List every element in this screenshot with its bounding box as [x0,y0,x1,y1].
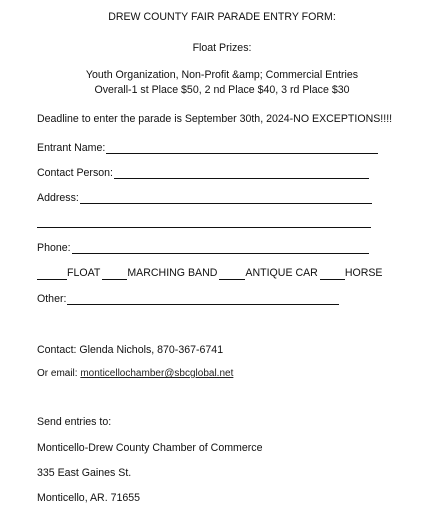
contact-person-field[interactable] [37,167,369,181]
antique-car-blank[interactable] [219,268,245,280]
contact-person-label: Contact Person: [37,167,113,179]
horse-option: HORSE [344,267,383,279]
entrant-name-field[interactable] [37,142,378,156]
marching-band-option: MARCHING BAND [127,267,218,279]
address-line-2[interactable] [37,227,371,228]
chamber-name: Monticello-Drew County Chamber of Commerce [37,442,263,454]
email-line [37,367,233,380]
prizes-heading: Float Prizes: [192,42,252,54]
send-entries-heading: Send entries to: [37,416,112,428]
phone-line[interactable] [72,242,369,254]
address-field[interactable] [37,192,372,206]
city-state-zip: Monticello, AR. 71655 [37,492,141,504]
other-field[interactable] [37,293,339,307]
entrant-name-line[interactable] [106,142,378,154]
entry-type-options [37,267,383,280]
street-address: 335 East Gaines St. [37,467,132,479]
antique-car-option: ANTIQUE CAR [245,267,318,279]
float-blank[interactable] [37,268,67,280]
prizes-amounts: Overall-1 st Place $50, 2 nd Place $40, 3 rd Place $30 [94,84,350,96]
entrant-name-label: Entrant Name: [37,142,106,154]
other-label: Other: [37,293,67,305]
email-prefix: Or email: [37,368,81,379]
phone-field[interactable] [37,242,369,256]
address-line-1[interactable] [80,192,372,204]
float-option: FLOAT [67,267,101,279]
email-link[interactable]: monticellochamber@sbcglobal.net [80,368,234,379]
deadline-notice: Deadline to enter the parade is September 30th, 2024-NO EXCEPTIONS!!!! [37,113,393,125]
prizes-categories: Youth Organization, Non-Profit &amp; Commercial Entries [85,69,359,81]
phone-label: Phone: [37,242,71,254]
form-title: DREW COUNTY FAIR PARADE ENTRY FORM: [108,11,336,23]
contact-line: Contact: Glenda Nichols, 870-367-6741 [37,344,224,356]
other-line[interactable] [67,293,339,305]
address-label: Address: [37,192,79,204]
contact-person-line[interactable] [114,167,369,179]
horse-blank[interactable] [320,268,345,280]
marching-band-blank[interactable] [102,268,127,280]
